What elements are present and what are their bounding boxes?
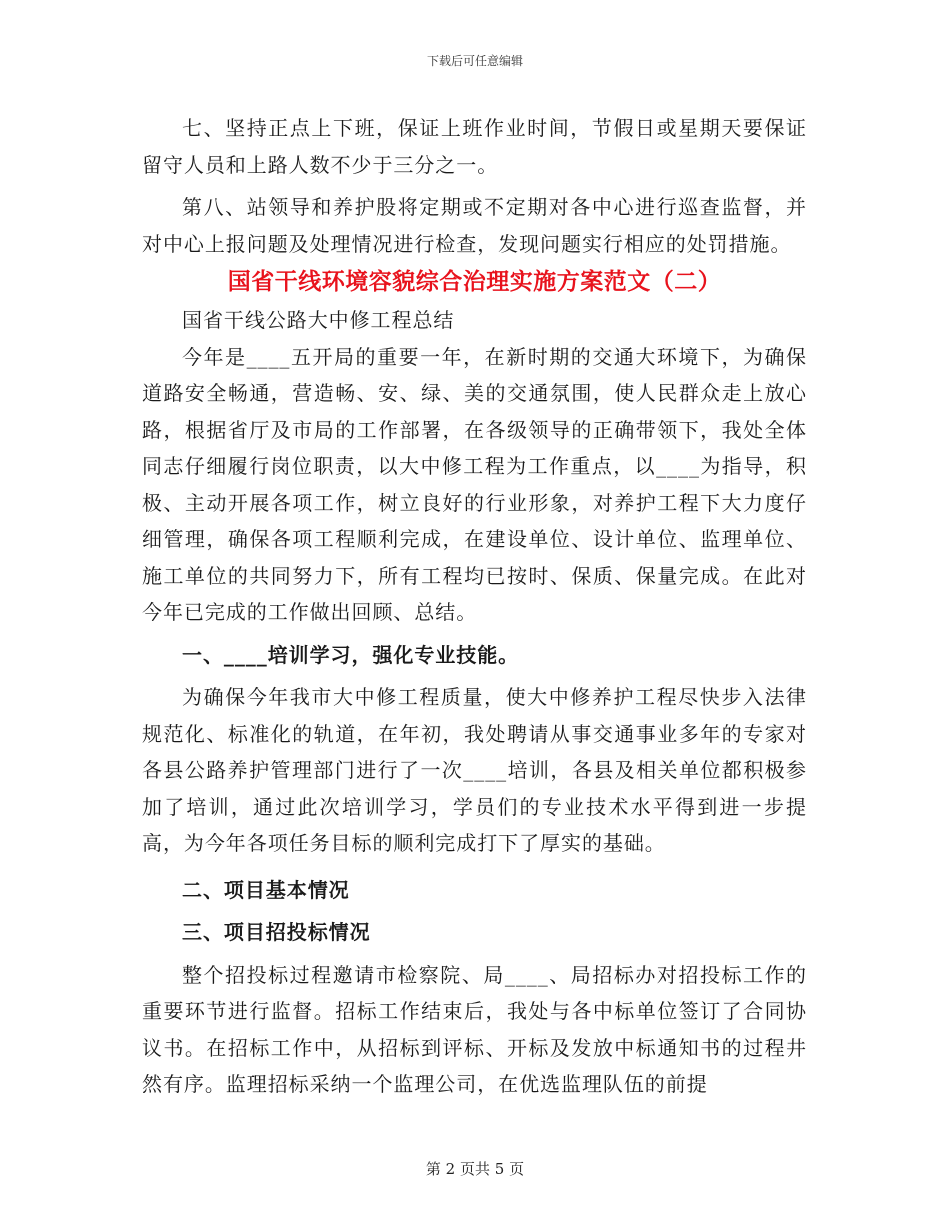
heading-three: 三、项目招投标情况: [182, 920, 371, 944]
paragraph-training: 为确保今年我市大中修工程质量，使大中修养护工程尽快步入法律规范化、标准化的轨道，在年初，我处聘请从事交通事业多年的专家对各县公路养护管理部门进行了一次____培训，各县及相关单位都积极参加了培训，通过此次培训学习，学员们的专业技术水平得到进一步提高，为今年各项任务目标的顺利完成打下了厚实的基础。: [142, 685, 807, 855]
paragraph-rule-seven: 七、坚持正点上下班，保证上班作业时间，节假日或星期天要保证留守人员和上路人数不少于三分之一。: [142, 116, 807, 177]
section-title: 国省干线环境容貌综合治理实施方案范文（二）: [227, 268, 722, 295]
heading-two: 二、项目基本情况: [182, 877, 350, 902]
paragraph-intro: 今年是____五开局的重要一年，在新时期的交通大环境下，为确保道路安全畅通，营造畅、安、绿、美的交通氛围，使人民群众走上放心路，根据省厅及市局的工作部署，在各级领导的正确带领下，我处全体同志仔细履行岗位职责，以大中修工程为工作重点，以____为指导，积极、主动开展各项工作，树立良好的行业形象，对养护工程下大力度仔细管理，确保各项工程顺利完成，在建设单位、设计单位、监理单位、施工单位的共同努力下，所有工程均已按时、保质、保量完成。在此对今年已完成的工作做出回顾、总结。: [142, 344, 807, 624]
page-number: 第 2 页共 5 页: [425, 1160, 525, 1178]
paragraph-rule-eight: 第八、站领导和养护股将定期或不定期对各中心进行巡查监督，并对中心上报问题及处理情况进行检查，发现问题实行相应的处罚措施。: [142, 195, 807, 256]
document-body: [142, 110, 807, 1103]
subtitle: 国省干线公路大中修工程总结: [182, 308, 455, 332]
paragraph-bidding: 整个招投标过程邀请市检察院、局____、局招标办对招投标工作的重要环节进行监督。招标工作结束后，我处与各中标单位签订了合同协议书。在招标工作中，从招标到评标、开标及发放中标通知书的过程井然有序。监理招标采纳一个监理公司，在优选监理队伍的前提: [142, 962, 807, 1096]
page-header-note: 下载后可任意编辑: [426, 54, 523, 68]
heading-one: 一、____培训学习，强化专业技能。: [182, 642, 520, 667]
